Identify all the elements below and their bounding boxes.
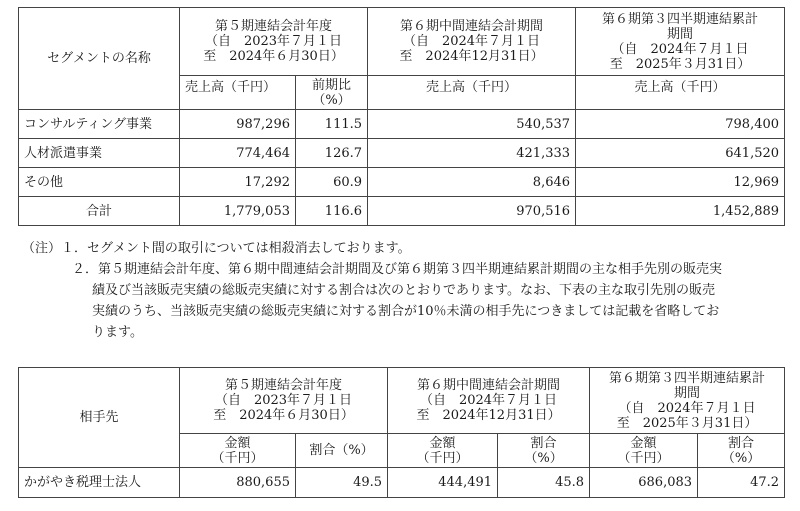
- period6q-header: [576, 8, 785, 76]
- col-sales-header: 売上高（千円）: [180, 76, 296, 110]
- sales5-value: 987,296: [180, 110, 296, 139]
- col-amount6q-header: 金額 （千円）: [590, 434, 698, 468]
- note-1: （注）１．セグメント間の取引については相殺消去しております。: [22, 241, 411, 256]
- table-row: [19, 139, 785, 168]
- period6q-title: 第６期第３四半期連結累計 期間: [602, 11, 759, 42]
- col-ratio6q-header: 割合 （%）: [698, 434, 785, 468]
- period6h-title: 第６期中間連結会計期間: [417, 378, 561, 393]
- period5-from: （自 2023年７月１日: [214, 393, 353, 408]
- segment-name-header: セグメントの名称: [19, 8, 180, 110]
- col-ratio6h-header: 割合 （%）: [498, 434, 590, 468]
- yoy-total: 116.6: [296, 197, 368, 226]
- yoy-value: 60.9: [296, 168, 368, 197]
- period6q-title: 第６期第３四半期連結累計 期間: [609, 370, 766, 401]
- table-row: [19, 468, 785, 498]
- period5-to: 至 2024年６月30日）: [203, 49, 344, 64]
- partner-name: かがやき税理士法人: [19, 468, 180, 498]
- period6h-to: 至 2024年12月31日）: [399, 49, 544, 64]
- note-2-line: 績及び当該販売実績の総販売実績に対する割合は次のとおりであります。なお、下表の主な取引先別の販売: [92, 283, 715, 298]
- segment-name: その他: [19, 168, 180, 197]
- col-sales-h-header: 売上高（千円）: [368, 76, 576, 110]
- period6q-to: 至 2025年３月31日）: [609, 56, 751, 72]
- total-row: [19, 197, 785, 226]
- note-2-line: ２．第５期連結会計年度、第６期中間連結会計期間及び第６期第３四半期連結累計期間の主な相手先別の販売実: [72, 262, 723, 277]
- total-label: 合計: [19, 197, 180, 226]
- period6h-from: （自 2024年７月１日: [419, 393, 558, 408]
- note-2: [72, 259, 722, 343]
- ratio6q-value: 47.2: [698, 468, 785, 498]
- yoy-value: 111.5: [296, 110, 368, 139]
- col-yoy-header: 前期比 （%）: [296, 76, 368, 110]
- period6h-title: 第６期中間連結会計期間: [400, 19, 544, 34]
- sales5-value: 17,292: [180, 168, 296, 197]
- period5-to: 至 2024年６月30日）: [213, 408, 354, 423]
- period6h-from: （自 2024年７月１日: [402, 34, 541, 49]
- partner-header: 相手先: [19, 368, 180, 468]
- sales6h-total: 970,516: [368, 197, 576, 226]
- period6h-header: [368, 8, 576, 76]
- sales6h-value: 421,333: [368, 139, 576, 168]
- sales6q-total: 1,452,889: [576, 197, 785, 226]
- period5-header: [180, 368, 388, 434]
- col-amount6h-header: 金額 （千円）: [388, 434, 498, 468]
- period6q-from: （自 2024年７月１日: [611, 41, 749, 57]
- period6h-header: [388, 368, 590, 434]
- segment-sales-table: [18, 7, 785, 226]
- period6q-from: （自 2024年７月１日: [618, 400, 756, 416]
- sales6q-value: 798,400: [576, 110, 785, 139]
- sales6h-value: 540,537: [368, 110, 576, 139]
- period5-title: 第５期連結会計年度: [215, 19, 333, 34]
- col-amount5-header: 金額 （千円）: [180, 434, 296, 468]
- segment-name: コンサルティング事業: [19, 110, 180, 139]
- period5-from: （自 2023年７月１日: [204, 34, 343, 49]
- col-ratio5-header: 割合（%）: [296, 434, 388, 468]
- sales6q-value: 12,969: [576, 168, 785, 197]
- note-2-line: 実績のうち、当該販売実績の総販売実績に対する割合が10％未満の相手先につきましては記載を省略してお: [92, 304, 720, 319]
- period6q-header: [590, 368, 785, 434]
- sales5-total: 1,779,053: [180, 197, 296, 226]
- sales6q-value: 641,520: [576, 139, 785, 168]
- period6h-to: 至 2024年12月31日）: [416, 408, 561, 423]
- table-row: [19, 110, 785, 139]
- period6q-to: 至 2025年３月31日）: [616, 415, 758, 431]
- amount5-value: 880,655: [180, 468, 296, 498]
- amount6q-value: 686,083: [590, 468, 698, 498]
- note-2-line: ります。: [92, 325, 143, 340]
- partner-sales-table: [18, 367, 785, 498]
- period5-title: 第５期連結会計年度: [225, 378, 343, 393]
- segment-name: 人材派遣事業: [19, 139, 180, 168]
- period5-header: [180, 8, 368, 76]
- sales6h-value: 8,646: [368, 168, 576, 197]
- amount6h-value: 444,491: [388, 468, 498, 498]
- sales5-value: 774,464: [180, 139, 296, 168]
- ratio6h-value: 45.8: [498, 468, 590, 498]
- ratio5-value: 49.5: [296, 468, 388, 498]
- yoy-value: 126.7: [296, 139, 368, 168]
- col-sales-q-header: 売上高（千円）: [576, 76, 785, 110]
- table-row: [19, 168, 785, 197]
